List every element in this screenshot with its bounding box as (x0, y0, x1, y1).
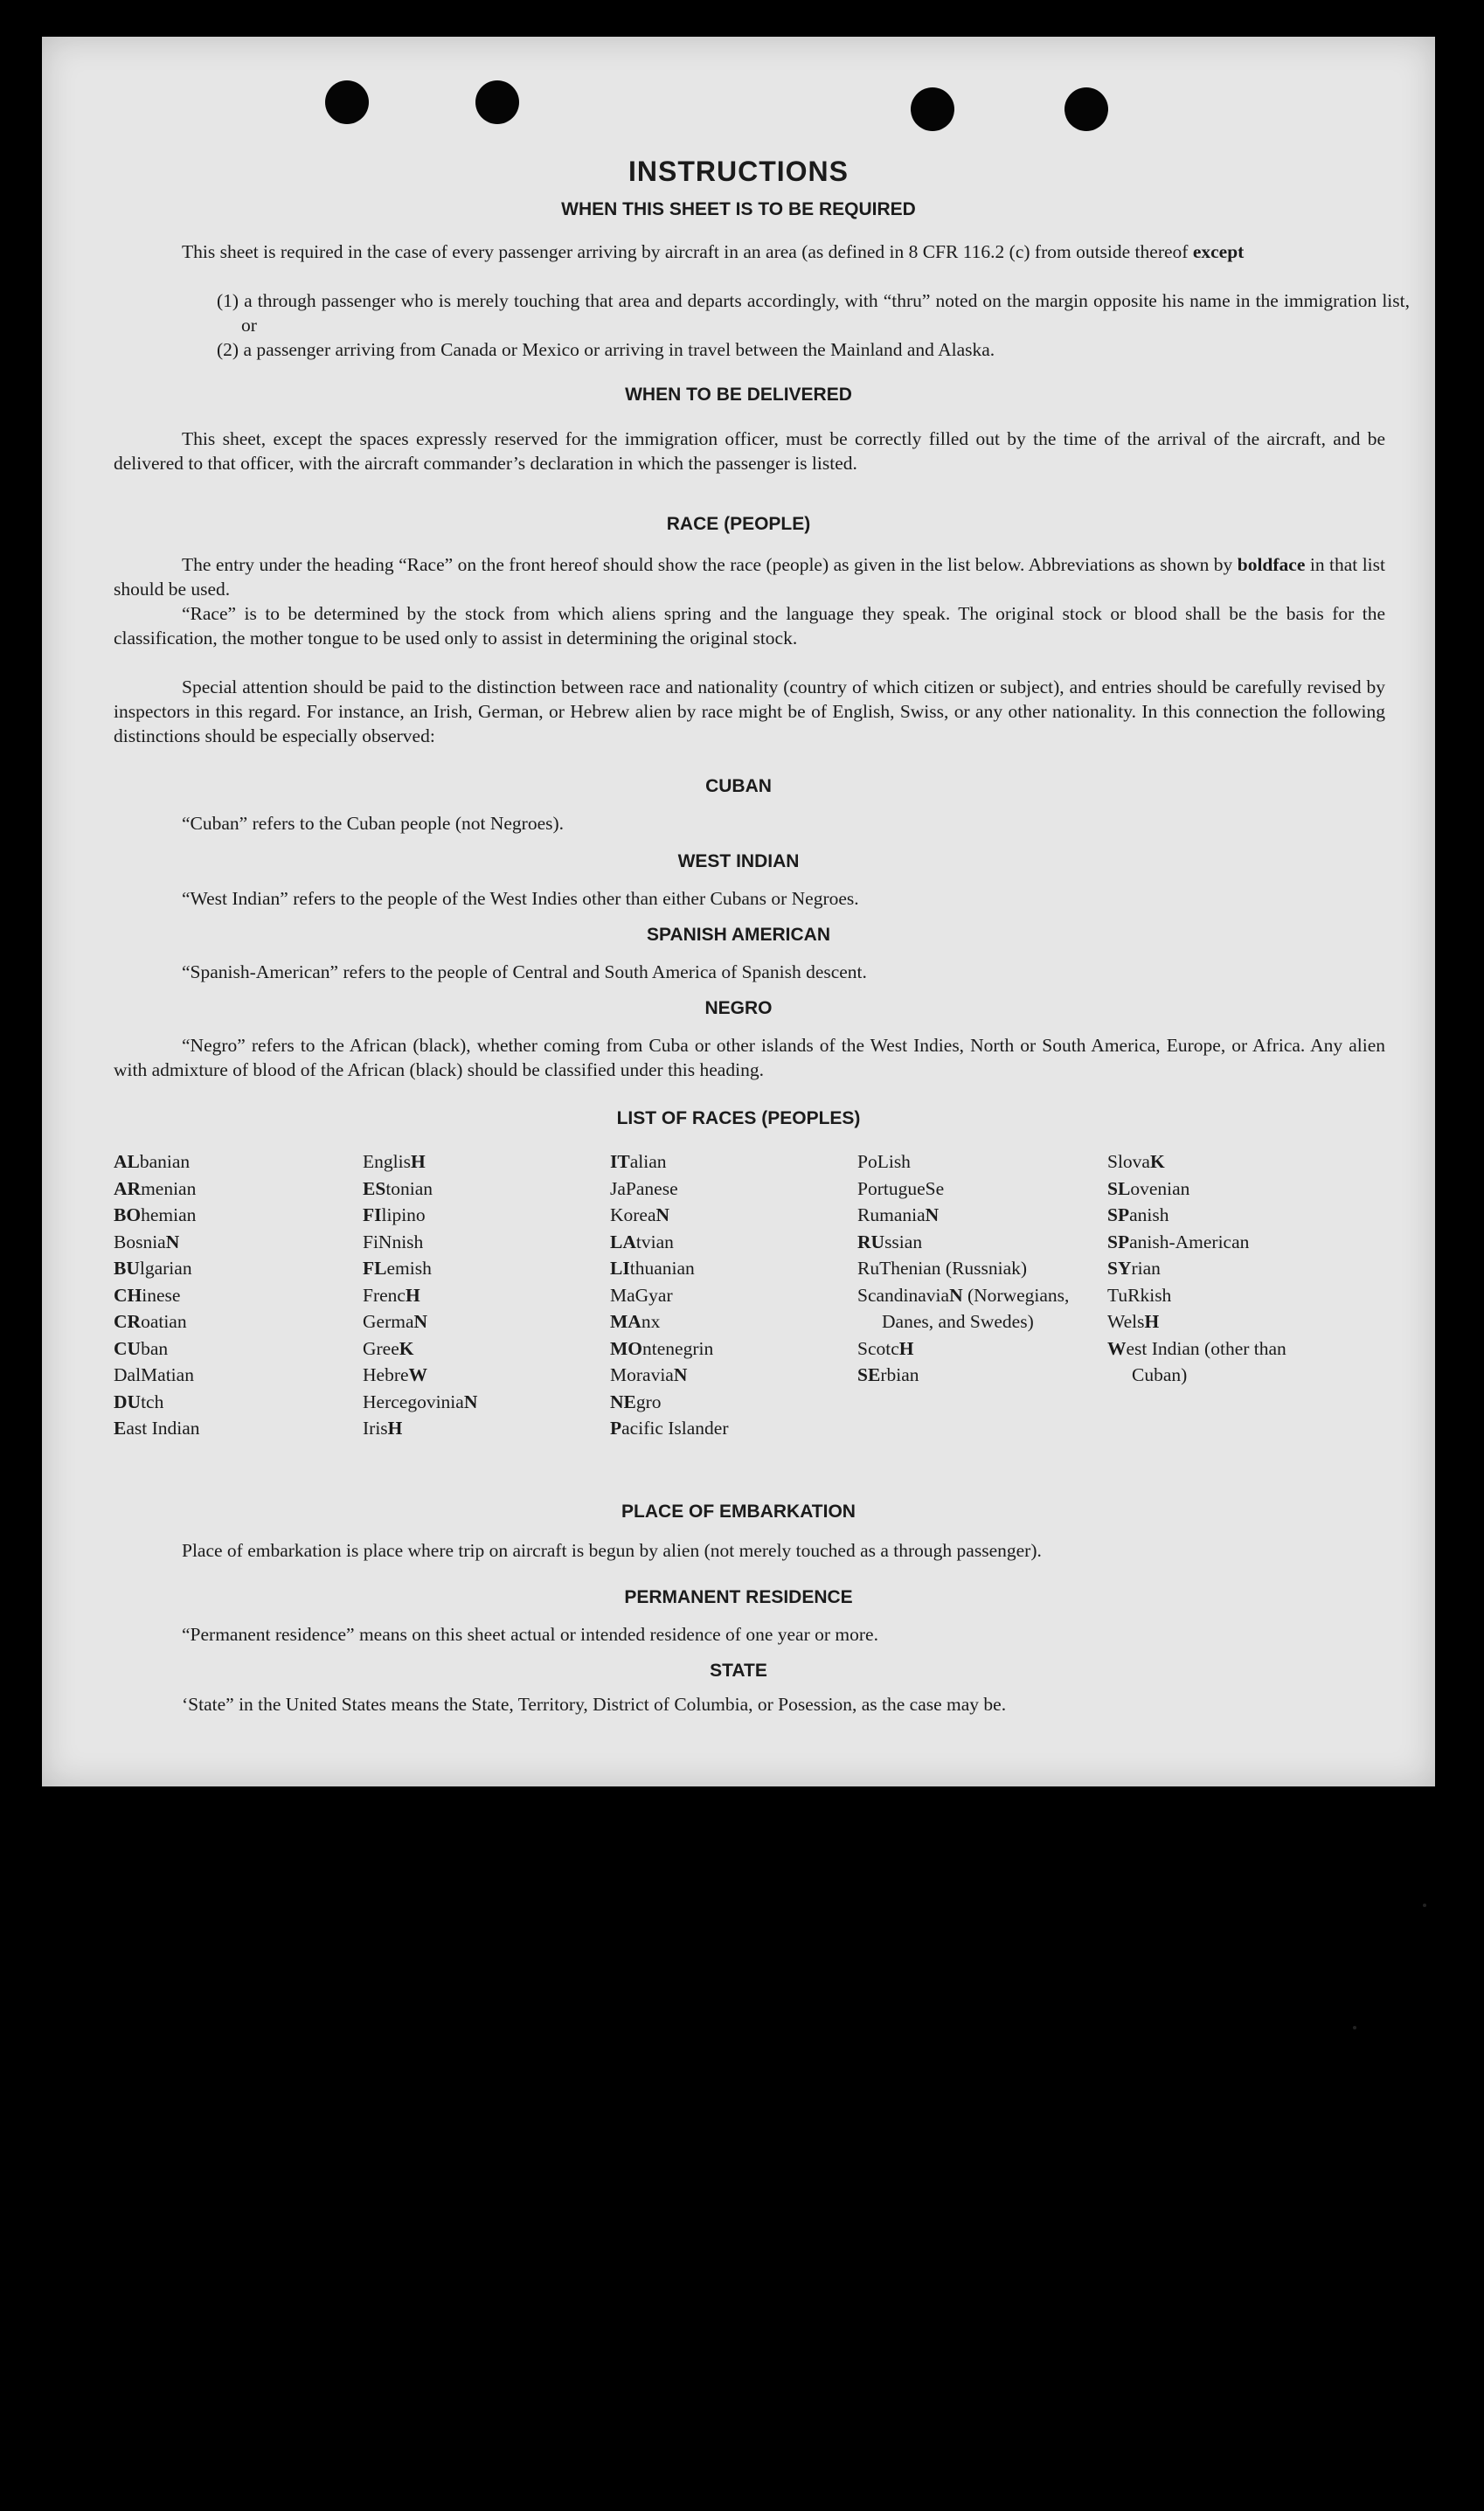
race-abbrev: H (405, 1284, 420, 1306)
race-abbrev: K (399, 1337, 414, 1359)
negro-text: “Negro” refers to the African (black), whether coming from Cuba or other islands of the West Indies, North or South America, Europe, or Africa. Any alien with admixture of blood of the African (black) should be classified under this heading. (114, 1035, 1385, 1080)
race-text: JaPanese (610, 1177, 678, 1199)
race-entry (114, 1362, 350, 1389)
race-entry (610, 1389, 846, 1416)
section-heading-west-indian: WEST INDIAN (677, 851, 800, 871)
race-column (610, 1148, 846, 1442)
race-entry (610, 1282, 846, 1309)
race-entry (363, 1362, 599, 1389)
race-abbrev: SP (1107, 1231, 1130, 1252)
race-paragraph-2: “Race” is to be determined by the stock from which aliens spring and the language they speak. The original stock or blood shall be the basis for the classification, the mother tongue to be used only to assist in determining the original stock. (114, 603, 1385, 649)
race-abbrev: MO (610, 1337, 643, 1359)
race-text: lgarian (139, 1258, 192, 1279)
race-entry (610, 1308, 846, 1335)
race-list (114, 1148, 1425, 1481)
race-entry (363, 1308, 599, 1335)
race-text: thuanian (629, 1258, 695, 1279)
race-text: nx (641, 1311, 661, 1332)
state-text: ‘State” in the United States means the State, Territory, District of Columbia, or Posession, as the case may be. (182, 1694, 1007, 1715)
section-heading-race: RACE (PEOPLE) (666, 514, 811, 534)
race-abbrev: RU (857, 1231, 885, 1252)
race-text: TuRkish (1107, 1284, 1172, 1306)
race-entry (1107, 1335, 1342, 1389)
race-abbrev: CH (114, 1284, 142, 1306)
race-entry (1107, 1308, 1343, 1335)
race-entry (610, 1202, 846, 1229)
race-p1-b: in that list should be used. (114, 554, 1385, 600)
race-abbrev: BO (114, 1204, 142, 1225)
race-entry (1107, 1229, 1343, 1256)
race-text: tonian (385, 1177, 433, 1199)
race-abbrev: H (387, 1418, 403, 1439)
race-entry (857, 1176, 1093, 1203)
section-heading-list-of-races: LIST OF RACES (PEOPLES) (616, 1108, 861, 1128)
race-abbrev: N (673, 1364, 688, 1385)
section-heading-embarkation: PLACE OF EMBARKATION (621, 1502, 856, 1522)
west-indian-text: “West Indian” refers to the people of the West Indies other than either Cubans or Negroes. (182, 888, 859, 909)
race-abbrev: N (165, 1231, 180, 1252)
race-text: Korea (610, 1204, 656, 1225)
race-entry (114, 1335, 350, 1363)
race-text: anish-American (1129, 1231, 1250, 1252)
punch-hole (911, 87, 954, 131)
section-heading-permanent-residence: PERMANENT RESIDENCE (624, 1587, 853, 1607)
section-heading-spanish-american: SPANISH AMERICAN (646, 925, 830, 945)
race-abbrev: N (949, 1284, 963, 1306)
race-entry (857, 1229, 1093, 1256)
race-abbrev: W (408, 1364, 428, 1385)
race-entry (1107, 1148, 1343, 1176)
residence-text: “Permanent residence” means on this sheet actual or intended residence of one year or more. (182, 1624, 878, 1645)
race-entry (363, 1229, 599, 1256)
race-text: DalMatian (114, 1364, 194, 1385)
section-heading-negro: NEGRO (704, 998, 773, 1018)
race-abbrev: SL (1107, 1177, 1131, 1199)
race-text: Rumania (857, 1204, 926, 1225)
section-heading-when-delivered: WHEN TO BE DELIVERED (625, 385, 852, 405)
race-text: ast Indian (126, 1418, 200, 1439)
race-entry (857, 1335, 1093, 1363)
race-entry (1107, 1176, 1343, 1203)
race-column (114, 1148, 350, 1442)
race-text: Bosnia (114, 1231, 166, 1252)
race-abbrev: LI (610, 1258, 630, 1279)
race-abbrev: H (898, 1337, 914, 1359)
race-paragraph-3: Special attention should be paid to the distinction between race and nationality (country of which citizen or subject), and entries should be carefully revised by inspectors in this regard. For instance, an Irish, German, or Hebrew alien by race might be of English, Swiss, or any other nationality. In this connection the following distinctions should be especially observed: (114, 676, 1385, 746)
race-text: Hebre (363, 1364, 409, 1385)
race-entry (1107, 1282, 1343, 1309)
race-abbrev: IT (610, 1151, 630, 1172)
race-text: ssian (884, 1231, 923, 1252)
race-abbrev: K (1149, 1151, 1165, 1172)
race-entry (857, 1282, 1092, 1335)
race-entry (1107, 1255, 1343, 1282)
race-entry (363, 1389, 599, 1416)
race-entry (610, 1176, 846, 1203)
race-entry (114, 1282, 350, 1309)
race-entry (610, 1148, 846, 1176)
race-entry (857, 1255, 1092, 1282)
race-text: ban (141, 1337, 169, 1359)
race-text: FiNnish (363, 1231, 424, 1252)
race-entry (114, 1202, 350, 1229)
race-abbrev: DU (114, 1391, 142, 1412)
race-entry (114, 1148, 350, 1176)
race-entry (114, 1415, 350, 1442)
race-paragraph-1 (114, 552, 1385, 601)
race-text: Englis (363, 1151, 411, 1172)
race-abbrev: FI (363, 1204, 382, 1225)
race-entry (363, 1202, 599, 1229)
punch-hole (1064, 87, 1108, 131)
section-heading-state: STATE (710, 1661, 767, 1681)
race-abbrev: P (610, 1418, 622, 1439)
document-sheet (42, 37, 1435, 1786)
embarkation-text: Place of embarkation is place where trip on aircraft is begun by alien (not merely touched as a through passenger). (182, 1540, 1042, 1561)
scan-speck (1423, 1904, 1426, 1907)
race-text: Moravia (610, 1364, 674, 1385)
race-abbrev: H (410, 1151, 426, 1172)
race-abbrev: CR (114, 1311, 142, 1332)
section-heading-cuban: CUBAN (705, 776, 772, 796)
when-required-intro (114, 239, 1385, 264)
race-text: RuThenian (Russniak) (857, 1258, 1028, 1279)
section-heading-when-required: WHEN THIS SHEET IS TO BE REQUIRED (561, 199, 916, 219)
race-entry (1107, 1202, 1343, 1229)
race-abbrev: CU (114, 1337, 142, 1359)
race-text: gro (635, 1391, 662, 1412)
race-abbrev: H (1144, 1311, 1160, 1332)
race-abbrev: ES (363, 1177, 386, 1199)
race-entry (363, 1148, 599, 1176)
race-text: ntenegrin (642, 1337, 714, 1359)
race-entry (114, 1176, 350, 1203)
race-abbrev: SP (1107, 1204, 1130, 1225)
page-title: INSTRUCTIONS (628, 156, 849, 187)
scan-speck (1353, 2026, 1356, 2029)
cuban-text: “Cuban” refers to the Cuban people (not Negroes). (182, 813, 565, 834)
race-entry (363, 1335, 599, 1363)
when-delivered-text: This sheet, except the spaces expressly reserved for the immigration officer, must be correctly filled out by the time of the arrival of the aircraft, and be delivered to that officer, with the aircraft commander’s declaration in which the passenger is listed. (114, 428, 1385, 474)
race-text: Scandinavia (857, 1284, 950, 1306)
race-abbrev: SY (1107, 1258, 1132, 1279)
race-text: rbian (880, 1364, 919, 1385)
race-entry (857, 1362, 1093, 1389)
spanish-american-text: “Spanish-American” refers to the people of Central and South America of Spanish descent. (182, 961, 867, 982)
race-entry (363, 1255, 599, 1282)
race-text: est Indian (other than Cuban) (1126, 1337, 1286, 1385)
race-text: rian (1131, 1258, 1161, 1279)
race-text: Germa (363, 1311, 414, 1332)
except-keyword: except (1192, 241, 1245, 262)
race-entry (610, 1415, 846, 1442)
race-entry (114, 1255, 350, 1282)
race-text: Scotc (857, 1337, 899, 1359)
punch-hole (325, 80, 369, 124)
race-text: Gree (363, 1337, 399, 1359)
race-abbrev: NE (610, 1391, 636, 1412)
race-abbrev: AL (114, 1151, 140, 1172)
race-text: inese (142, 1284, 181, 1306)
race-entry (610, 1255, 846, 1282)
race-entry (363, 1176, 599, 1203)
when-required-item-2: (2) a passenger arriving from Canada or Mexico or arriving in travel between the Mainland and Alaska. (217, 339, 995, 360)
race-abbrev: W (1107, 1337, 1127, 1359)
race-text: ovenian (1130, 1177, 1190, 1199)
race-text: menian (141, 1177, 197, 1199)
race-abbrev: AR (114, 1177, 142, 1199)
race-abbrev: E (114, 1418, 127, 1439)
race-text: Iris (363, 1418, 388, 1439)
race-text: Frenc (363, 1284, 406, 1306)
race-text: anish (1129, 1204, 1169, 1225)
race-abbrev: BU (114, 1258, 140, 1279)
race-text: Hercegovinia (363, 1391, 464, 1412)
race-text: Slova (1107, 1151, 1150, 1172)
race-abbrev: N (655, 1204, 670, 1225)
race-text: MaGyar (610, 1284, 673, 1306)
race-entry (363, 1282, 599, 1309)
race-column (857, 1148, 1093, 1389)
race-abbrev: LA (610, 1231, 636, 1252)
race-text: lipino (381, 1204, 426, 1225)
boldface-word: boldface (1237, 554, 1306, 575)
punch-hole (475, 80, 519, 124)
race-text: acific Islander (621, 1418, 729, 1439)
when-required-intro-lead: This sheet is required in the case of every passenger arriving by aircraft in an area (as defined in 8 CFR 116.2 (c) from outside thereof (182, 241, 1193, 262)
race-text: oatian (141, 1311, 187, 1332)
race-text: Wels (1107, 1311, 1145, 1332)
race-text: PortugueSe (857, 1177, 945, 1199)
race-text: tch (141, 1391, 164, 1412)
race-entry (363, 1415, 599, 1442)
race-entry (610, 1335, 846, 1363)
race-entry (114, 1229, 350, 1256)
race-text: emish (386, 1258, 432, 1279)
race-abbrev: FL (363, 1258, 387, 1279)
race-text: (Norwegians, Danes, and Swedes) (882, 1284, 1070, 1332)
when-required-item-1: (1) a through passenger who is merely touching that area and departs accordingly, with “thru” noted on the margin opposite his name in the immigration list, or (217, 290, 1410, 336)
race-abbrev: N (413, 1311, 428, 1332)
race-column (363, 1148, 599, 1442)
race-text: alian (629, 1151, 667, 1172)
race-entry (114, 1389, 350, 1416)
race-entry (610, 1229, 846, 1256)
race-abbrev: N (925, 1204, 940, 1225)
race-column (1107, 1148, 1343, 1389)
race-abbrev: N (463, 1391, 478, 1412)
race-text: hemian (141, 1204, 197, 1225)
race-entry (857, 1202, 1093, 1229)
race-text: banian (139, 1151, 191, 1172)
race-p1-a: The entry under the heading “Race” on the front hereof should show the race (people) as given in the list below. Abbreviations as shown by (182, 554, 1238, 575)
race-entry (857, 1148, 1093, 1176)
race-text: tvian (635, 1231, 674, 1252)
race-text: PoLish (857, 1151, 911, 1172)
race-entry (114, 1308, 350, 1335)
race-entry (610, 1362, 846, 1389)
race-abbrev: MA (610, 1311, 641, 1332)
race-abbrev: SE (857, 1364, 881, 1385)
